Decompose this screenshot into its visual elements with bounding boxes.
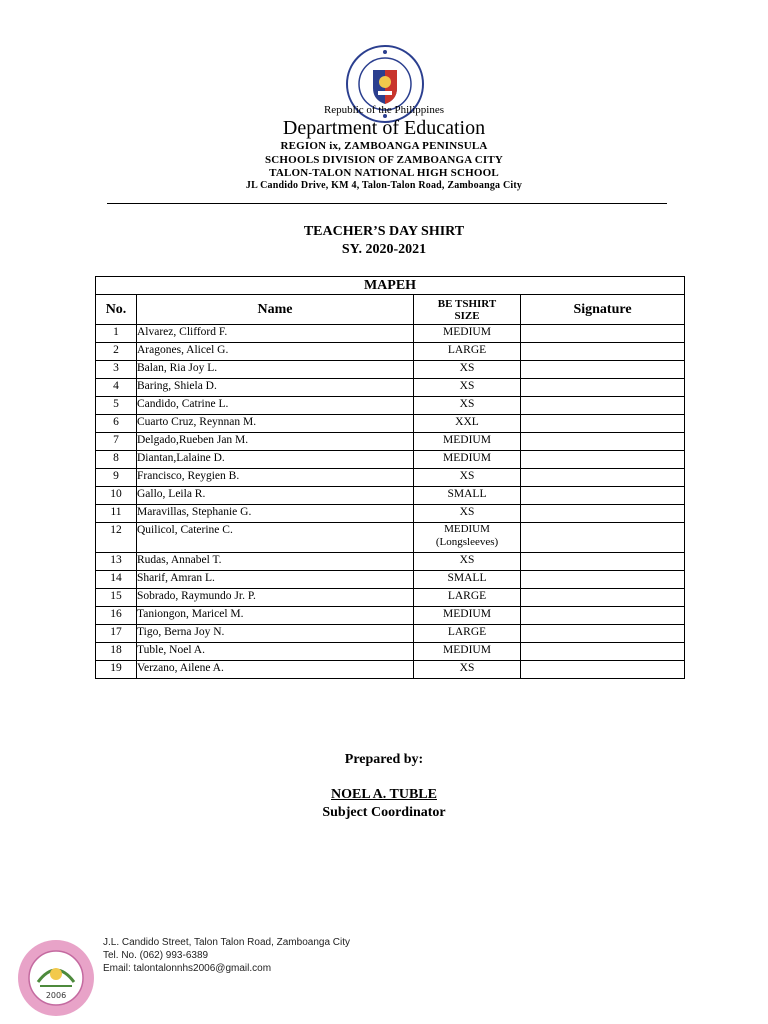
prepared-by-label: Prepared by:: [344, 752, 424, 767]
table-row: [96, 571, 685, 589]
row-signature: [521, 325, 685, 343]
table-row: [96, 325, 685, 343]
row-name: Verzano, Ailene A.: [137, 661, 414, 679]
table-row: [96, 589, 685, 607]
row-name: Sharif, Amran L.: [137, 571, 414, 589]
row-size: XXL: [414, 415, 521, 433]
row-signature: [521, 553, 685, 571]
row-signature: [521, 379, 685, 397]
row-signature: [521, 415, 685, 433]
row-size: SMALL: [414, 487, 521, 505]
table-row: [96, 643, 685, 661]
row-name: Baring, Shiela D.: [137, 379, 414, 397]
row-size: MEDIUM: [414, 451, 521, 469]
row-signature: [521, 661, 685, 679]
row-signature: [521, 571, 685, 589]
row-name: Sobrado, Raymundo Jr. P.: [137, 589, 414, 607]
table-row: [96, 397, 685, 415]
row-signature: [521, 469, 685, 487]
table-row: [96, 625, 685, 643]
row-signature: [521, 361, 685, 379]
row-number: 9: [96, 469, 137, 487]
row-number: 8: [96, 451, 137, 469]
row-signature: [521, 487, 685, 505]
header-divider: [107, 203, 667, 204]
row-number: 15: [96, 589, 137, 607]
row-name: Quilicol, Caterine C.: [137, 523, 414, 553]
row-name: Diantan,Lalaine D.: [137, 451, 414, 469]
row-name: Maravillas, Stephanie G.: [137, 505, 414, 523]
table-row: [96, 415, 685, 433]
row-size: MEDIUM: [414, 607, 521, 625]
table-row: [96, 661, 685, 679]
column-header-size-line1: BE TSHIRT: [437, 297, 497, 310]
row-signature: [521, 643, 685, 661]
row-size: XS: [414, 661, 521, 679]
school-address: JL Candido Drive, KM 4, Talon-Talon Road, Zamboanga City: [245, 180, 523, 191]
row-name: Alvarez, Clifford F.: [137, 325, 414, 343]
table-row: [96, 553, 685, 571]
division-line: SCHOOLS DIVISION OF ZAMBOANGA CITY: [264, 154, 504, 166]
republic-line: Republic of the Philippines: [323, 104, 445, 116]
school-name: TALON-TALON NATIONAL HIGH SCHOOL: [269, 167, 499, 179]
table-row: [96, 487, 685, 505]
signatory-name: NOEL A. TUBLE: [331, 787, 437, 802]
row-name: Tuble, Noel A.: [137, 643, 414, 661]
footer-phone: Tel. No. (062) 993-6389: [103, 950, 209, 961]
row-number: 2: [96, 343, 137, 361]
row-number: 7: [96, 433, 137, 451]
row-number: 16: [96, 607, 137, 625]
row-size: MEDIUM: [414, 325, 521, 343]
row-number: 19: [96, 661, 137, 679]
department-name: Department of Education: [282, 117, 486, 139]
row-name: Francisco, Reygien B.: [137, 469, 414, 487]
row-signature: [521, 523, 685, 553]
row-number: 18: [96, 643, 137, 661]
row-number: 4: [96, 379, 137, 397]
table-row: [96, 523, 685, 553]
table-row: [96, 361, 685, 379]
row-size-cell: [414, 523, 521, 553]
row-size: XS: [414, 469, 521, 487]
document-title: TEACHER’S DAY SHIRT: [303, 224, 465, 239]
column-header-size: [414, 295, 521, 325]
row-signature: [521, 433, 685, 451]
column-header-size-line2: SIZE: [454, 309, 480, 322]
school-year: SY. 2020-2021: [341, 242, 427, 257]
footer-address: J.L. Candido Street, Talon Talon Road, Zamboanga City: [103, 937, 351, 948]
row-number: 12: [96, 523, 137, 553]
table-row: [96, 433, 685, 451]
row-size-note: (Longsleeves): [435, 536, 499, 548]
row-name: Gallo, Leila R.: [137, 487, 414, 505]
row-name: Delgado,Rueben Jan M.: [137, 433, 414, 451]
column-header-name: Name: [137, 295, 414, 325]
row-name: Rudas, Annabel T.: [137, 553, 414, 571]
row-signature: [521, 607, 685, 625]
table-row: [96, 343, 685, 361]
row-name: Cuarto Cruz, Reynnan M.: [137, 415, 414, 433]
footer-email: Email: talontalonnhs2006@gmail.com: [103, 963, 272, 974]
row-number: 3: [96, 361, 137, 379]
row-size: MEDIUM: [414, 433, 521, 451]
row-number: 14: [96, 571, 137, 589]
row-size: LARGE: [414, 589, 521, 607]
row-signature: [521, 343, 685, 361]
row-number: 17: [96, 625, 137, 643]
shirt-size-table: [95, 276, 685, 679]
row-signature: [521, 451, 685, 469]
table-row: [96, 451, 685, 469]
row-signature: [521, 505, 685, 523]
column-header-signature: Signature: [521, 295, 685, 325]
row-name: Taniongon, Maricel M.: [137, 607, 414, 625]
row-signature: [521, 625, 685, 643]
row-name: Aragones, Alicel G.: [137, 343, 414, 361]
row-signature: [521, 397, 685, 415]
table-row: [96, 607, 685, 625]
row-size: XS: [414, 379, 521, 397]
table-section-title: MAPEH: [96, 277, 685, 295]
row-size: LARGE: [414, 625, 521, 643]
row-signature: [521, 589, 685, 607]
row-size: MEDIUM: [444, 523, 490, 535]
row-size: SMALL: [414, 571, 521, 589]
table-row: [96, 379, 685, 397]
table-row: [96, 469, 685, 487]
row-size: MEDIUM: [414, 643, 521, 661]
row-name: Balan, Ria Joy L.: [137, 361, 414, 379]
signatory-role: Subject Coordinator: [322, 805, 446, 820]
row-size: XS: [414, 505, 521, 523]
row-number: 10: [96, 487, 137, 505]
region-line: REGION ix, ZAMBOANGA PENINSULA: [280, 140, 488, 152]
row-number: 5: [96, 397, 137, 415]
row-size: XS: [414, 553, 521, 571]
svg-text:2006: 2006: [45, 991, 67, 1000]
row-name: Tigo, Berna Joy N.: [137, 625, 414, 643]
table-row: [96, 505, 685, 523]
row-size: XS: [414, 397, 521, 415]
row-number: 6: [96, 415, 137, 433]
row-size: XS: [414, 361, 521, 379]
row-number: 13: [96, 553, 137, 571]
row-number: 1: [96, 325, 137, 343]
school-seal-icon: [16, 938, 96, 1018]
column-header-no: No.: [96, 295, 137, 325]
row-number: 11: [96, 505, 137, 523]
row-name: Candido, Catrine L.: [137, 397, 414, 415]
row-size: LARGE: [414, 343, 521, 361]
